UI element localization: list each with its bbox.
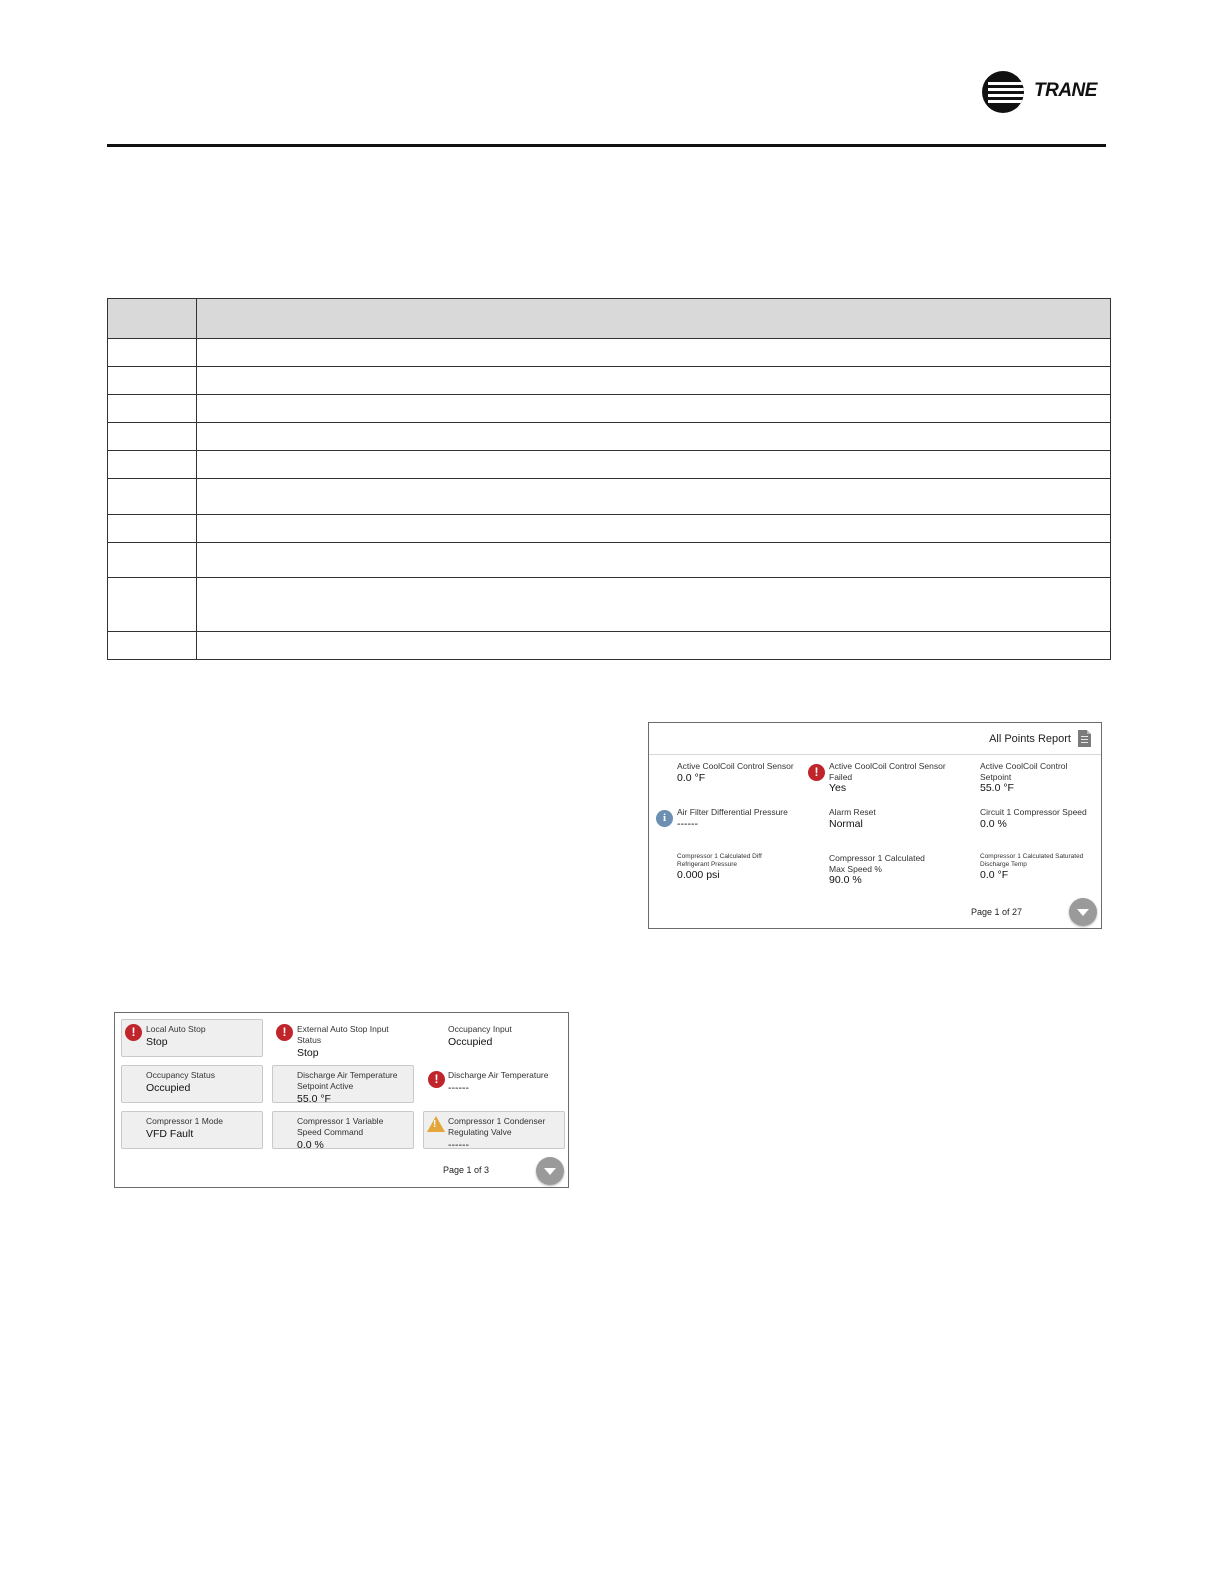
point-cell[interactable] — [829, 761, 949, 794]
all-points-report-title: All Points Report — [989, 733, 1071, 745]
point-label: Active CoolCoil Control Setpoint — [980, 761, 1068, 782]
table-row — [108, 479, 1111, 515]
table-row — [108, 578, 1111, 632]
page-down-button[interactable] — [536, 1157, 564, 1185]
table-header-cell — [197, 299, 1111, 339]
trane-logo-mark — [982, 71, 1024, 113]
table-cell — [197, 543, 1111, 578]
tile-value: 55.0 °F — [297, 1093, 331, 1105]
table-cell — [197, 578, 1111, 632]
tile-label: Compressor 1 Variable Speed Command — [297, 1116, 384, 1137]
alarm-icon: ! — [125, 1024, 142, 1041]
table-row — [108, 339, 1111, 367]
table-header-cell — [108, 299, 197, 339]
table-cell — [108, 367, 197, 395]
table-cell — [108, 578, 197, 632]
status-tile[interactable] — [272, 1065, 414, 1103]
status-tile[interactable] — [121, 1111, 263, 1149]
table-row — [108, 395, 1111, 423]
tile-label: External Auto Stop Input Status — [297, 1024, 389, 1045]
page-down-button[interactable] — [1069, 898, 1097, 926]
tile-value: Stop — [297, 1047, 319, 1059]
table-cell — [108, 339, 197, 367]
table-cell — [108, 395, 197, 423]
point-label: Compressor 1 Calculated Max Speed % — [829, 853, 925, 874]
table-cell — [108, 451, 197, 479]
point-value: 0.0 % — [980, 817, 1007, 830]
tile-label: Local Auto Stop — [146, 1024, 206, 1034]
table-cell — [197, 479, 1111, 515]
table-cell — [197, 632, 1111, 660]
table-row — [108, 451, 1111, 479]
tile-value: ------ — [448, 1139, 469, 1151]
warning-icon: ! — [427, 1116, 445, 1132]
point-cell[interactable] — [829, 807, 949, 830]
table-row — [108, 515, 1111, 543]
point-cell[interactable] — [677, 853, 787, 881]
table-cell — [197, 515, 1111, 543]
info-icon: i — [656, 810, 673, 827]
point-value: 0.0 °F — [677, 771, 706, 784]
point-cell[interactable] — [980, 761, 1080, 794]
point-value: 0.0 °F — [980, 869, 1009, 881]
table-row — [108, 543, 1111, 578]
point-cell[interactable] — [980, 853, 1098, 881]
point-value: Yes — [829, 782, 847, 794]
status-tile[interactable] — [272, 1111, 414, 1149]
point-value: 55.0 °F — [980, 782, 1014, 794]
table-cell — [197, 451, 1111, 479]
table-row — [108, 632, 1111, 660]
status-tile[interactable] — [423, 1111, 565, 1149]
alarm-icon: ! — [808, 764, 825, 781]
page-indicator: Page 1 of 27 — [971, 907, 1023, 917]
status-tile[interactable] — [272, 1019, 414, 1057]
all-points-report-panel — [648, 722, 1102, 929]
point-cell[interactable] — [677, 807, 801, 830]
tile-value: Stop — [146, 1036, 168, 1048]
tile-label: Compressor 1 Mode — [146, 1116, 224, 1126]
table-header-row — [108, 299, 1111, 339]
point-label: Compressor 1 Calculated Saturated Discharge Temp — [980, 853, 1084, 868]
table-cell — [197, 339, 1111, 367]
document-icon[interactable] — [1078, 730, 1091, 747]
point-label: Compressor 1 Calculated Diff Refrigerant Pressure — [677, 853, 762, 868]
table-cell — [108, 543, 197, 578]
table-cell — [197, 395, 1111, 423]
alarm-icon: ! — [276, 1024, 293, 1041]
table-cell — [197, 367, 1111, 395]
status-tile[interactable] — [423, 1019, 565, 1057]
tile-value: Occupied — [448, 1036, 493, 1048]
tile-label: Occupancy Input — [448, 1024, 512, 1034]
point-label: Active CoolCoil Control Sensor Failed — [829, 761, 946, 782]
status-tile[interactable] — [121, 1065, 263, 1103]
point-value: 0.000 psi — [677, 869, 720, 881]
point-label: Active CoolCoil Control Sensor — [677, 761, 794, 771]
tile-value: ------ — [448, 1082, 469, 1094]
status-tile[interactable] — [423, 1065, 565, 1103]
point-label: Air Filter Differential Pressure — [677, 807, 788, 817]
tile-label: Compressor 1 Condenser Regulating Valve — [448, 1116, 546, 1137]
point-value: 90.0 % — [829, 874, 862, 886]
point-value: Normal — [829, 817, 863, 830]
tile-label: Occupancy Status — [146, 1070, 215, 1080]
table-row — [108, 367, 1111, 395]
point-cell[interactable] — [829, 853, 939, 886]
page-indicator: Page 1 of 3 — [443, 1165, 490, 1175]
tile-label: Discharge Air Temperature — [448, 1070, 549, 1080]
tile-value: VFD Fault — [146, 1128, 194, 1140]
point-label: Circuit 1 Compressor Speed — [980, 807, 1087, 817]
point-value: ------ — [677, 817, 698, 830]
brand-name: TRANE — [1034, 80, 1097, 101]
tile-value: 0.0 % — [297, 1139, 324, 1151]
table-cell — [108, 515, 197, 543]
point-cell[interactable] — [677, 761, 797, 784]
point-label: Alarm Reset — [829, 807, 876, 817]
status-tiles-panel — [114, 1012, 569, 1188]
panel-divider — [649, 754, 1101, 755]
trane-logo — [978, 68, 1108, 116]
status-tile[interactable] — [121, 1019, 263, 1057]
table-cell — [197, 423, 1111, 451]
data-table — [107, 298, 1111, 660]
header-divider — [107, 144, 1106, 147]
alarm-icon: ! — [428, 1071, 445, 1088]
table-cell — [108, 632, 197, 660]
tile-label: Discharge Air Temperature Setpoint Active — [297, 1070, 398, 1091]
tile-value: Occupied — [146, 1082, 191, 1094]
table-row — [108, 423, 1111, 451]
table-cell — [108, 423, 197, 451]
point-cell[interactable] — [980, 807, 1100, 830]
table-cell — [108, 479, 197, 515]
